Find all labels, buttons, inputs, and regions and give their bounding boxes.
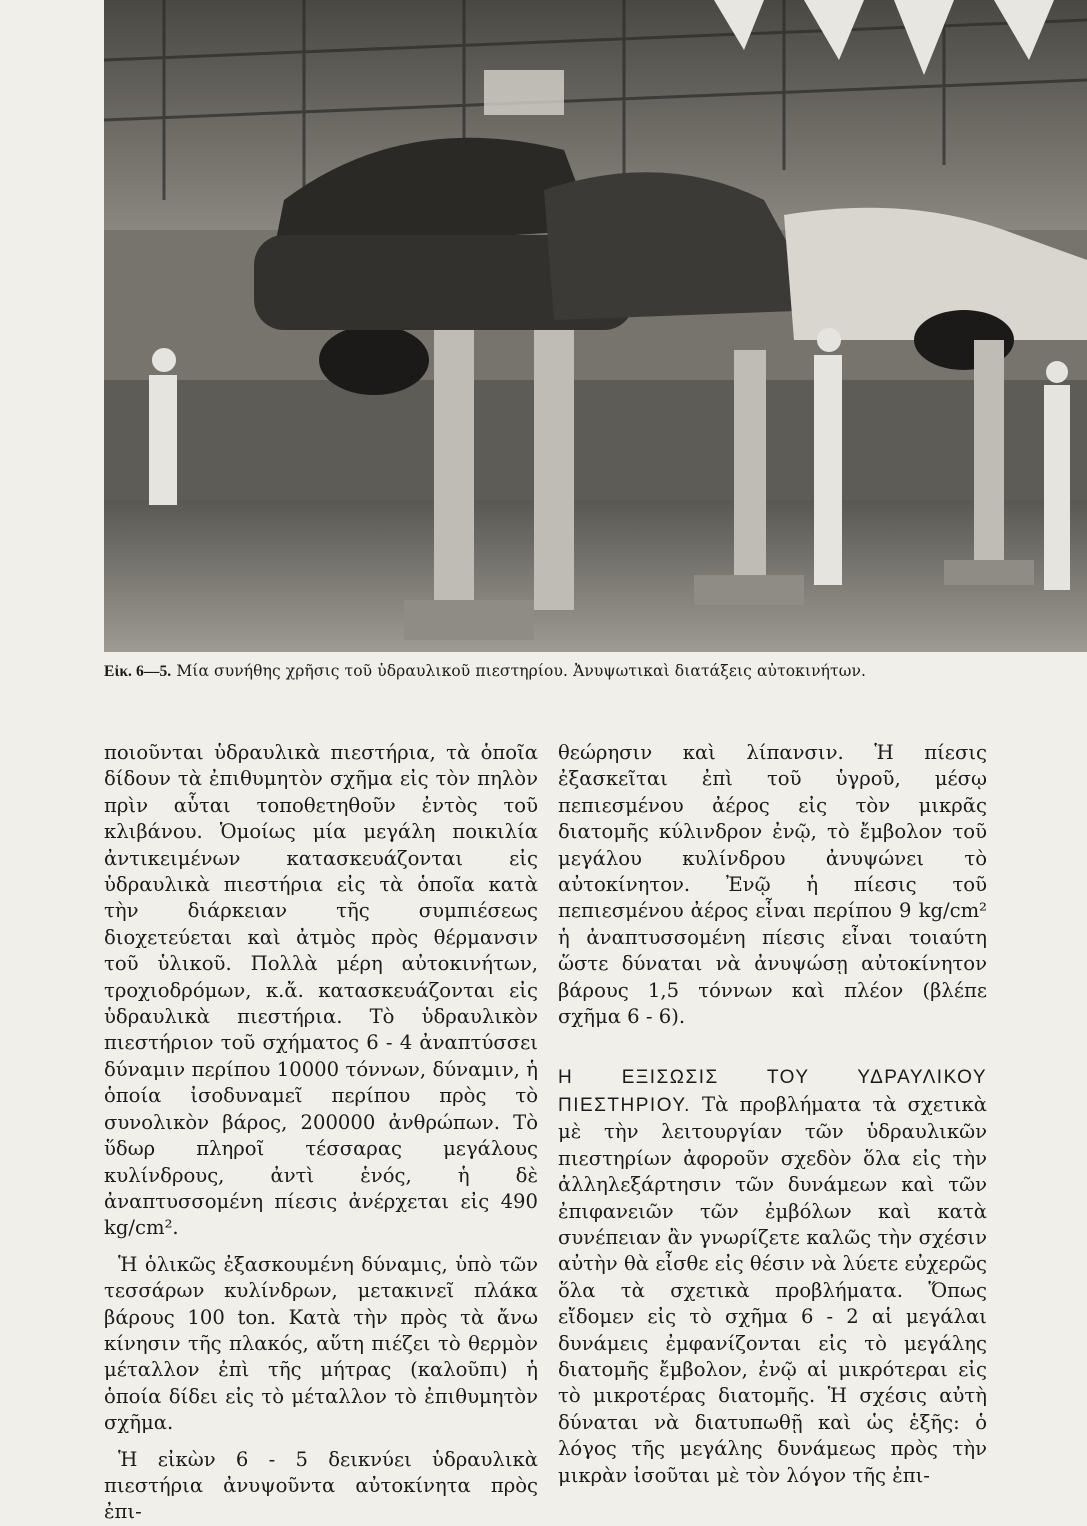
right-column — [558, 740, 987, 1489]
photo-illustration — [104, 0, 1087, 652]
figure-caption — [104, 662, 1087, 681]
figure-label: Εἰκ. 6—5. — [104, 663, 172, 680]
right-paragraph-1: θεώρησιν καὶ λίπανσιν. Ἡ πίεσις ἐξασκεῖται ἐπὶ τοῦ ὑγροῦ, μέσῳ πεπιεσμένου ἀέρος εἰς τὸν μικρᾶς διατομῆς κύλινδρον ἐνῷ, τὸ ἔμβολον τοῦ μεγάλου κυλίνδρου ἀνυψώνει τὸ αὐτοκίνητον. Ἐνῷ ἡ πίεσις τοῦ πεπιεσμένου ἀέρος εἶναι περίπου 9 kg/cm² ἡ ἀναπτυσσομένη πίεσις εἶναι τοιαύτη ὥστε δύναται νὰ ἀνυψώσῃ αὐτοκίνητον βάρους 1,5 τόννων καὶ πλέον (βλέπε σχῆμα 6 - 6). — [558, 741, 987, 1029]
left-column — [104, 740, 538, 1526]
right-paragraph-2 — [558, 1064, 987, 1489]
left-paragraph-3: Ἡ εἰκὼν 6 - 5 δεικνύει ὑδραυλικὰ πιεστήρια ἀνυψοῦντα αὐτοκίνητα πρὸς ἐπι- — [104, 1447, 538, 1524]
figure-photo-car-lifts — [104, 0, 1087, 652]
left-paragraph-1: ποιοῦνται ὑδραυλικὰ πιεστήρια, τὰ ὁποῖα δίδουν τὰ ἐπιθυμητὸν σχῆμα εἰς τὸν πηλὸν πρὶν αὗται τοποθετηθοῦν ἐντὸς τοῦ κλιβάνου. Ὁμοίως μία μεγάλη ποικιλία ἀντικειμένων κατασκευάζονται εἰς ὑδραυλικὰ πιεστήρια εἰς τὰ ὁποῖα κατὰ τὴν διάρκειαν τῆς συμπιέσεως διοχετεύεται καὶ ἀτμὸς πρὸς θέρμανσιν τοῦ ὑλικοῦ. Πολλὰ μέρη αὐτοκινήτων, τροχιοδρόμων, κ.ἄ. κατασκευάζονται εἰς ὑδραυλικὰ πιεστήρια. Τὸ ὑδραυλικὸν πιεστήριον τοῦ σχήματος 6 - 4 ἀναπτύσσει δύναμιν περίπου 10000 τόννων, δύναμιν, ἡ ὁποία ἰσοδυναμεῖ περίπου πρὸς τὸ συνολικὸν βάρος, 200000 ἀνθρώπων. Τὸ ὕδωρ πληροῖ τέσσαρας μεγάλους κυλίνδρους, ἀντὶ ἑνός, ἡ δὲ ἀναπτυσσομένη πίεσις ἀνέρχεται εἰς 490 kg/cm². — [104, 741, 538, 1240]
section-body-text: Τὰ προβλήματα τὰ σχετικὰ μὲ τὴν λειτουργίαν τῶν ὑδραυλικῶν πιεστηρίων ἀφοροῦν σχεδὸν ὅλα εἰς τὴν ἀλληλεξάρτησιν τῶν δυνάμεων καὶ τῶν ἐπιφανειῶν τῶν ἐμβόλων καὶ κατὰ συνέπειαν ἂν γνωρίζετε καλῶς τὴν σχέσιν αὐτὴν θὰ εἶσθε εἰς θέσιν νὰ λύετε εὐχερῶς ὅλα τὰ σχετικὰ προβλήματα. Ὅπως εἴδομεν εἰς τὸ σχῆμα 6 - 2 αἱ μεγάλαι δυνάμεις ἐμφανίζονται εἰς τὸ μεγάλης διατομῆς ἔμβολον, ἐνῷ αἱ μικρότεραι εἰς τὸ μικροτέρας διατομῆς. Ἡ σχέσις αὐτὴ δύναται νὰ διατυπωθῇ καὶ ὡς ἑξῆς: ὁ λόγος τῆς μεγάλης δυνάμεως πρὸς τὴν μικρὰν ἰσοῦται μὲ τὸν λόγον τῆς ἐπι- — [558, 1092, 987, 1487]
figure-caption-text: Μία συνήθης χρῆσις τοῦ ὑδραυλικοῦ πιεστηρίου. Ἀνυψωτικαὶ διατάξεις αὐτοκινήτων. — [176, 662, 867, 680]
section-heading: Η ΕΞΙΣΩΣΙΣ ΤΟΥ ΥΔΡΑΥΛΙΚΟΥ ΠΙΕΣΤΗΡΙΟΥ. — [558, 1067, 987, 1116]
left-paragraph-2: Ἡ ὁλικῶς ἐξασκουμένη δύναμις, ὑπὸ τῶν τεσσάρων κυλίνδρων, μετακινεῖ πλάκα βάρους 100 ton. Κατὰ τὴν πρὸς τὰ ἄνω κίνησιν τῆς πλακός, αὕτη πιέζει τὸ θερμὸν μέταλλον ἐπὶ τῆς μήτρας (καλοῦπι) ἡ ὁποία δίδει εἰς τὸ μέταλλον τὸ ἐπιθυμητὸν σχῆμα. — [104, 1252, 538, 1435]
